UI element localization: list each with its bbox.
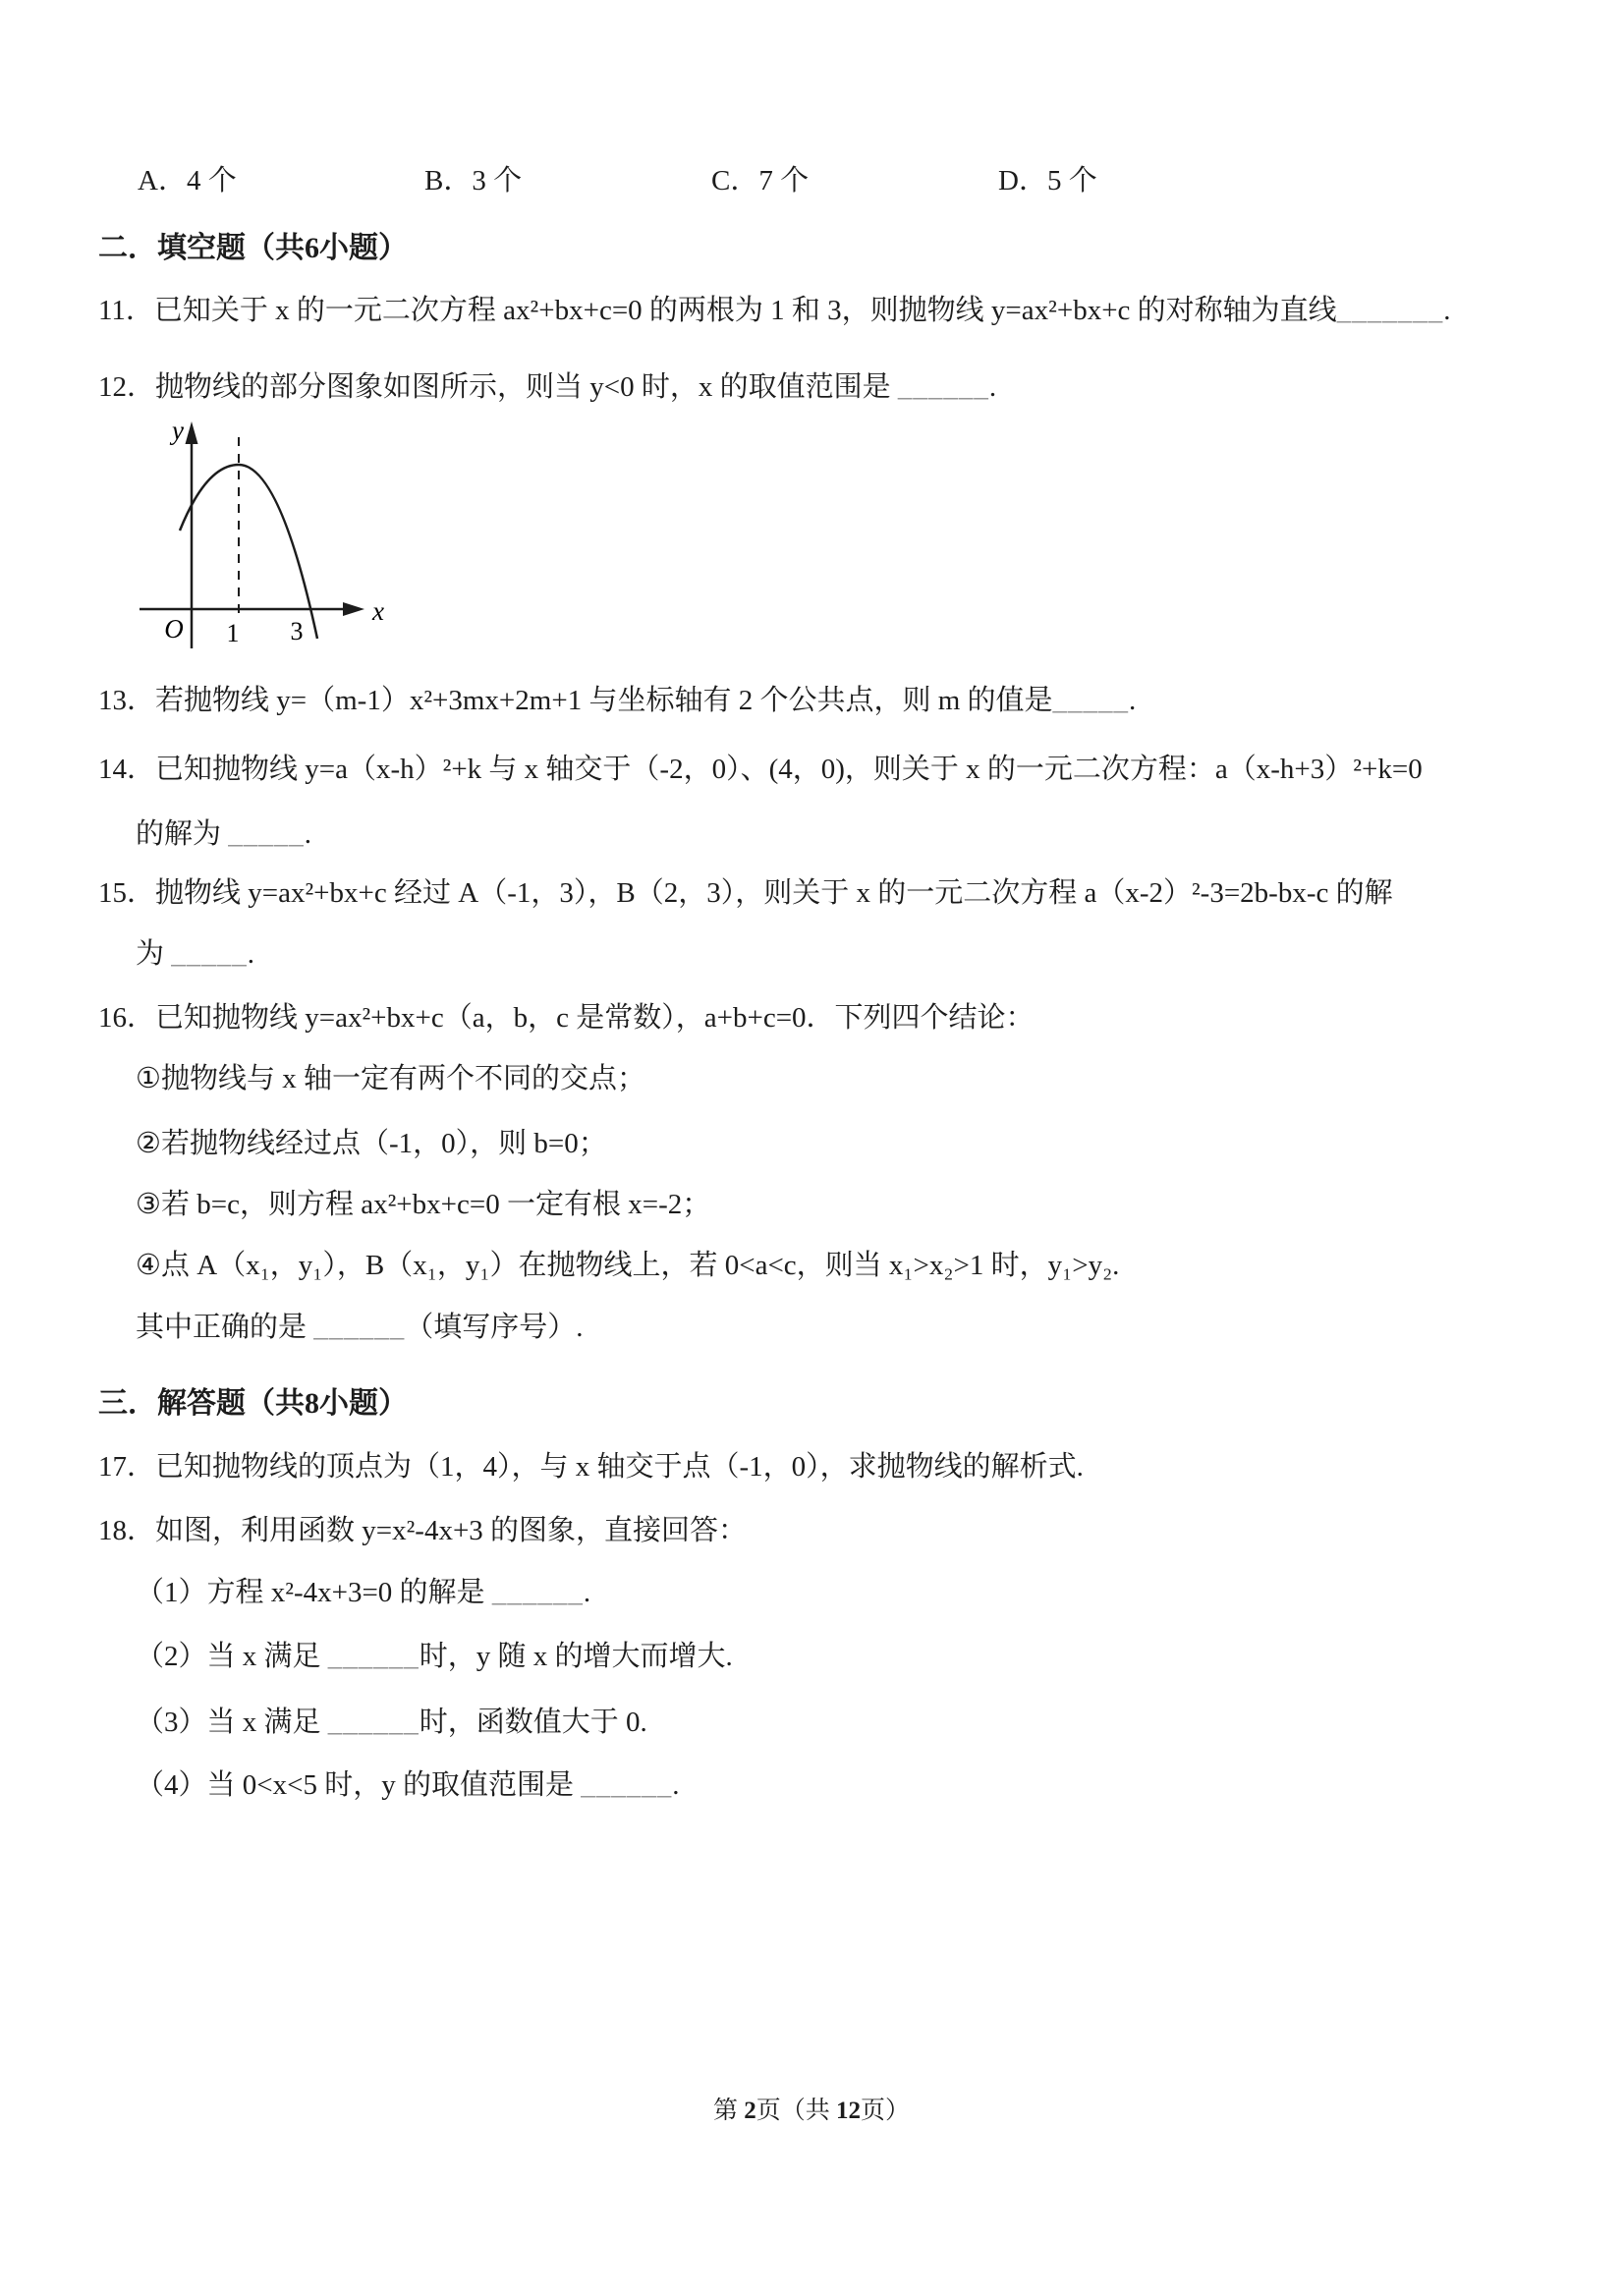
- option-b: B．3 个: [424, 165, 523, 196]
- question-18-sub1: （1）方程 x²-4x+3=0 的解是 ______.: [136, 1577, 591, 1608]
- question-16-statement-4: ④点 A（x₁，y₁），B（x₁，y₁）在抛物线上，若 0<a<c，则当 x₁>x₂>1 时，y₁>y₂.: [136, 1250, 1120, 1281]
- question-18-sub3: （3）当 x 满足 ______时，函数值大于 0.: [136, 1707, 647, 1738]
- question-16-statement-1: ①抛物线与 x 轴一定有两个不同的交点；: [136, 1063, 645, 1094]
- choice-options-row: [98, 160, 1569, 201]
- question-18-sub4: （4）当 0<x<5 时，y 的取值范围是 ______.: [136, 1769, 680, 1801]
- question-13: 13．若抛物线 y=（m-1）x²+3mx+2m+1 与坐标轴有 2 个公共点，则 m 的值是_____.: [98, 685, 1137, 716]
- x-tick-3: 3: [290, 617, 304, 645]
- x-tick-1: 1: [226, 619, 240, 647]
- option-a: A．4 个: [138, 165, 237, 196]
- question-16-statement-2: ②若抛物线经过点（-1，0），则 b=0；: [136, 1128, 607, 1159]
- question-11: 11．已知关于 x 的一元二次方程 ax²+bx+c=0 的两根为 1 和 3，则抛物线 y=ax²+bx+c 的对称轴为直线_______.: [98, 295, 1451, 326]
- footer-suffix: 页）: [861, 2098, 911, 2124]
- question-12: 12．抛物线的部分图象如图所示，则当 y<0 时，x 的取值范围是 ______.: [98, 371, 997, 403]
- y-axis-arrow-icon: [186, 421, 198, 444]
- question-16-statement-3: ③若 b=c，则方程 ax²+bx+c=0 一定有根 x=-2；: [136, 1189, 711, 1220]
- parabola-curve: [180, 465, 317, 639]
- question-17: 17．已知抛物线的顶点为（1，4），与 x 轴交于点（-1，0），求抛物线的解析式.: [98, 1451, 1084, 1483]
- question-16-conclusion: 其中正确的是 ______（填写序号）.: [136, 1312, 584, 1343]
- q12-parabola-figure: [113, 408, 408, 675]
- page-footer: [0, 2091, 1623, 2126]
- question-14-line2: 的解为 _____.: [136, 818, 312, 850]
- section-fill-in-title: 二．填空题（共6小题）: [98, 232, 408, 264]
- option-d: D．5 个: [998, 165, 1097, 196]
- question-16-intro: 16．已知抛物线 y=ax²+bx+c（a，b，c 是常数），a+b+c=0．下列四个结论：: [98, 1002, 1035, 1034]
- question-18-sub2: （2）当 x 满足 ______时，y 随 x 的增大而增大.: [136, 1641, 733, 1672]
- x-axis-label: x: [372, 596, 384, 626]
- y-axis-label: y: [172, 416, 184, 445]
- question-15-line2: 为 _____.: [136, 938, 255, 970]
- footer-total-pages: 12: [836, 2098, 861, 2124]
- footer-page-number: 2: [744, 2098, 756, 2124]
- question-15-line1: 15．抛物线 y=ax²+bx+c 经过 A（-1，3），B（2，3），则关于 x 的一元二次方程 a（x-2）²-3=2b-bx-c 的解: [98, 877, 1393, 909]
- parabola-figure-svg: [113, 408, 408, 675]
- option-c: C．7 个: [711, 165, 810, 196]
- footer-middle: 页（共: [756, 2098, 836, 2124]
- section-answer-title: 三．解答题（共8小题）: [98, 1387, 408, 1420]
- question-18-intro: 18．如图，利用函数 y=x²-4x+3 的图象，直接回答：: [98, 1515, 748, 1546]
- question-14-line1: 14．已知抛物线 y=a（x-h）²+k 与 x 轴交于（-2，0）、(4，0)，则关于 x 的一元二次方程：a（x-h+3）²+k=0: [98, 754, 1423, 785]
- origin-label: O: [164, 614, 184, 644]
- x-axis-arrow-icon: [343, 602, 364, 616]
- footer-prefix: 第: [712, 2098, 745, 2124]
